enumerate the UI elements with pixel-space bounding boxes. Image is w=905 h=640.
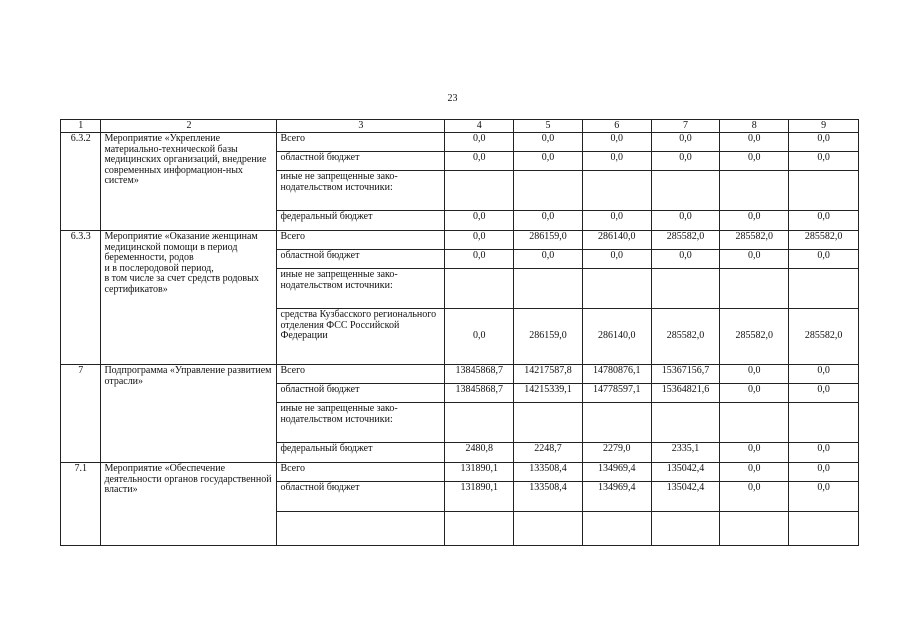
funding-source: средства Кузбасского регионального отделения ФСС Российской Федерации (277, 309, 445, 365)
value-cell: 0,0 (514, 250, 583, 269)
item-name: Подпрограмма «Управление развитием отрасли» (101, 365, 277, 463)
value-cell: 0,0 (789, 152, 859, 171)
value-cell: 13845868,7 (445, 384, 514, 403)
value-cell (445, 171, 514, 211)
value-cell: 0,0 (720, 443, 789, 463)
value-cell (720, 403, 789, 443)
item-name: Мероприятие «Оказание женщинам медицинской помощи в период беременности, родов и в послеродовой период, в том числе за счет средств родовых сертификатов» (101, 231, 277, 365)
value-cell (514, 403, 583, 443)
item-name: Мероприятие «Обеспечение деятельности органов государственной власти» (101, 463, 277, 546)
value-cell: 0,0 (789, 443, 859, 463)
value-cell: 13845868,7 (445, 365, 514, 384)
value-cell (445, 269, 514, 309)
value-cell (445, 512, 514, 546)
column-header: 9 (789, 120, 859, 133)
value-cell: 0,0 (514, 133, 583, 152)
value-cell: 0,0 (445, 211, 514, 231)
column-header: 2 (101, 120, 277, 133)
value-cell: 0,0 (582, 250, 651, 269)
value-cell: 0,0 (789, 133, 859, 152)
value-cell (789, 171, 859, 211)
item-code: 6.3.2 (61, 133, 101, 231)
funding-source: областной бюджет (277, 152, 445, 171)
funding-source: областной бюджет (277, 384, 445, 403)
value-cell (514, 512, 583, 546)
funding-source: федеральный бюджет (277, 443, 445, 463)
value-cell: 0,0 (720, 133, 789, 152)
table-row (61, 463, 859, 482)
value-cell: 0,0 (789, 211, 859, 231)
column-header: 4 (445, 120, 514, 133)
value-cell (582, 512, 651, 546)
table-row (61, 231, 859, 250)
value-cell: 0,0 (445, 250, 514, 269)
funding-source: Всего (277, 463, 445, 482)
value-cell: 133508,4 (514, 463, 583, 482)
funding-source: областной бюджет (277, 482, 445, 512)
value-cell: 2279,0 (582, 443, 651, 463)
value-cell: 286159,0 (514, 309, 583, 365)
value-cell (651, 512, 720, 546)
funding-source: федеральный бюджет (277, 211, 445, 231)
value-cell: 133508,4 (514, 482, 583, 512)
table-row (61, 133, 859, 152)
value-cell (514, 269, 583, 309)
table-row (61, 365, 859, 384)
value-cell: 286159,0 (514, 231, 583, 250)
value-cell: 2480,8 (445, 443, 514, 463)
value-cell (720, 171, 789, 211)
value-cell (651, 269, 720, 309)
value-cell: 0,0 (720, 463, 789, 482)
value-cell (789, 403, 859, 443)
value-cell: 0,0 (789, 250, 859, 269)
column-header: 1 (61, 120, 101, 133)
value-cell: 135042,4 (651, 463, 720, 482)
funding-source: иные не запрещенные зако-нодательством источники: (277, 403, 445, 443)
value-cell: 0,0 (789, 463, 859, 482)
value-cell: 0,0 (445, 152, 514, 171)
item-name: Мероприятие «Укрепление материально-технической базы медицинских организаций, внедрение современных информацион-ных систем» (101, 133, 277, 231)
value-cell: 0,0 (789, 384, 859, 403)
value-cell: 0,0 (789, 365, 859, 384)
funding-source: Всего (277, 133, 445, 152)
value-cell: 2248,7 (514, 443, 583, 463)
item-code: 7.1 (61, 463, 101, 546)
funding-source (277, 512, 445, 546)
column-header: 5 (514, 120, 583, 133)
budget-table (60, 119, 859, 546)
value-cell: 0,0 (514, 152, 583, 171)
value-cell (720, 269, 789, 309)
value-cell: 0,0 (720, 384, 789, 403)
value-cell: 0,0 (582, 133, 651, 152)
value-cell: 285582,0 (651, 231, 720, 250)
value-cell: 0,0 (720, 152, 789, 171)
value-cell: 0,0 (651, 250, 720, 269)
value-cell: 0,0 (720, 482, 789, 512)
funding-source: иные не запрещенные зако-нодательством источники: (277, 171, 445, 211)
value-cell: 0,0 (445, 309, 514, 365)
value-cell (514, 171, 583, 211)
value-cell: 0,0 (445, 133, 514, 152)
value-cell: 0,0 (445, 231, 514, 250)
value-cell: 0,0 (720, 250, 789, 269)
value-cell: 285582,0 (720, 231, 789, 250)
funding-source: Всего (277, 231, 445, 250)
value-cell: 0,0 (651, 211, 720, 231)
value-cell (789, 512, 859, 546)
value-cell: 14217587,8 (514, 365, 583, 384)
value-cell (789, 269, 859, 309)
value-cell: 285582,0 (651, 309, 720, 365)
value-cell: 134969,4 (582, 463, 651, 482)
value-cell: 285582,0 (789, 309, 859, 365)
value-cell: 0,0 (720, 211, 789, 231)
header-row (61, 120, 859, 133)
value-cell: 286140,0 (582, 231, 651, 250)
value-cell (582, 403, 651, 443)
column-header: 6 (582, 120, 651, 133)
value-cell (582, 269, 651, 309)
column-header: 7 (651, 120, 720, 133)
value-cell: 0,0 (651, 152, 720, 171)
value-cell: 131890,1 (445, 482, 514, 512)
value-cell (651, 403, 720, 443)
value-cell: 135042,4 (651, 482, 720, 512)
value-cell: 0,0 (582, 211, 651, 231)
value-cell: 0,0 (789, 482, 859, 512)
value-cell: 131890,1 (445, 463, 514, 482)
value-cell: 14215339,1 (514, 384, 583, 403)
value-cell: 15367156,7 (651, 365, 720, 384)
value-cell: 15364821,6 (651, 384, 720, 403)
value-cell (720, 512, 789, 546)
funding-source: областной бюджет (277, 250, 445, 269)
page-number: 23 (447, 93, 458, 104)
column-header: 3 (277, 120, 445, 133)
value-cell: 286140,0 (582, 309, 651, 365)
funding-source: иные не запрещенные зако-нодательством источники: (277, 269, 445, 309)
value-cell: 0,0 (651, 133, 720, 152)
value-cell: 2335,1 (651, 443, 720, 463)
value-cell: 285582,0 (720, 309, 789, 365)
column-header: 8 (720, 120, 789, 133)
value-cell: 14778597,1 (582, 384, 651, 403)
value-cell: 0,0 (514, 211, 583, 231)
value-cell: 134969,4 (582, 482, 651, 512)
funding-source: Всего (277, 365, 445, 384)
value-cell: 0,0 (720, 365, 789, 384)
value-cell: 0,0 (582, 152, 651, 171)
value-cell (582, 171, 651, 211)
value-cell: 14780876,1 (582, 365, 651, 384)
value-cell: 285582,0 (789, 231, 859, 250)
item-code: 6.3.3 (61, 231, 101, 365)
value-cell (651, 171, 720, 211)
value-cell (445, 403, 514, 443)
item-code: 7 (61, 365, 101, 463)
